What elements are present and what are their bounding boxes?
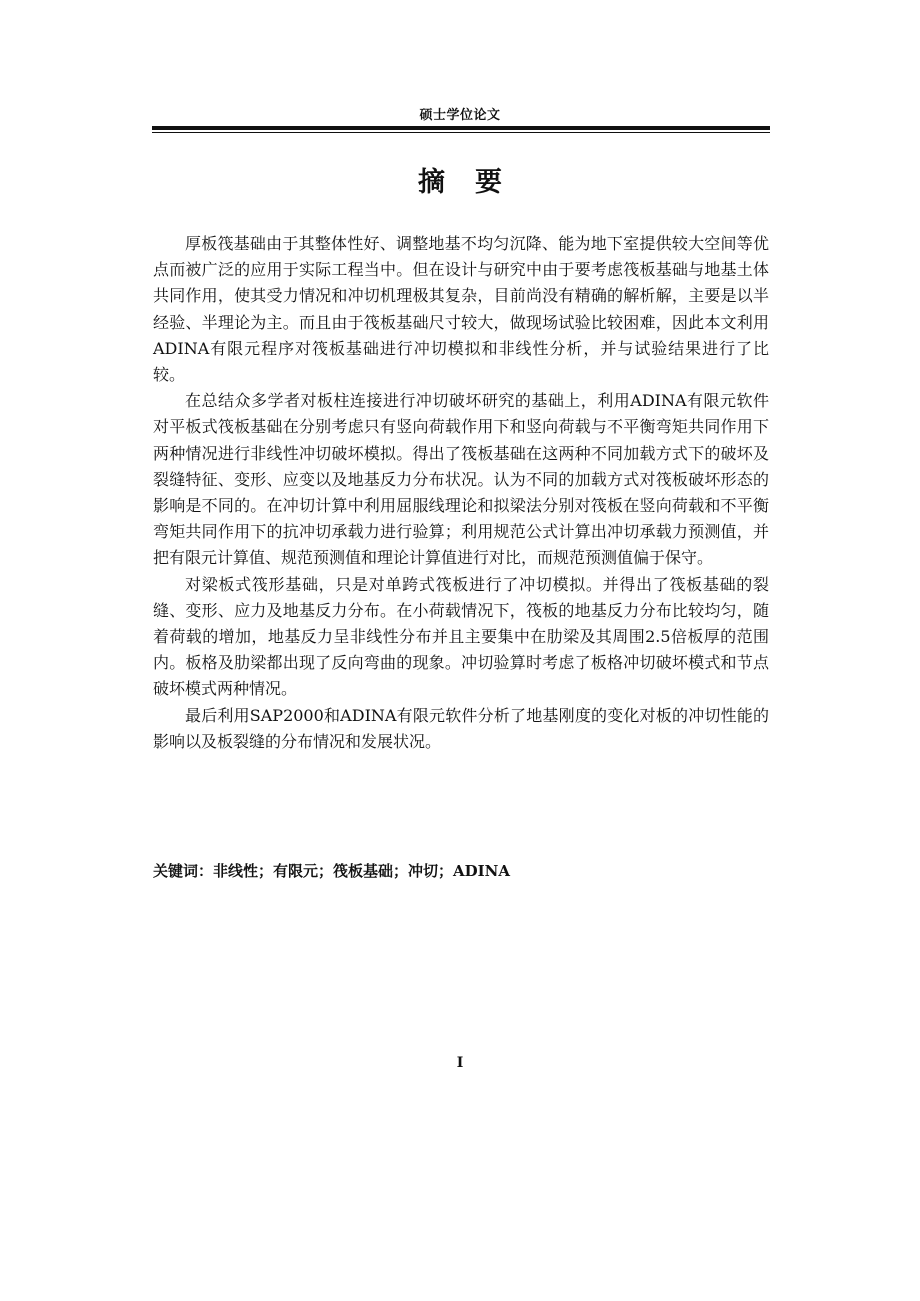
- abstract-paragraph: 对梁板式筏形基础，只是对单跨式筏板进行了冲切模拟。并得出了筏板基础的裂缝、变形、应力及地基反力分布。在小荷载情况下，筏板的地基反力分布比较均匀，随着荷载的增加，地基反力呈非线性分布并且主要集中在肋梁及其周围2.5倍板厚的范围内。板格及肋梁都出现了反向弯曲的现象。冲切验算时考虑了板格冲切破坏模式和节点破坏模式两种情况。: [153, 574, 769, 699]
- abstract-paragraph: 在总结众多学者对板柱连接进行冲切破坏研究的基础上，利用ADINA有限元软件对平板式筏板基础在分别考虑只有竖向荷载作用下和竖向荷载与不平衡弯矩共同作用下两种情况进行非线性冲切破坏模拟。得出了筏板基础在这两种不同加载方式下的破坏及裂缝特征、变形、应变以及地基反力分布状况。认为不同的加载方式对筏板破坏形态的影响是不同的。在冲切计算中利用屈服线理论和拟梁法分别对筏板在竖向荷载和不平衡弯矩共同作用下的抗冲切承载力进行验算；利用规范公式计算出冲切承载力预测值，并把有限元计算值、规范预测值和理论计算值进行对比，而规范预测值偏于保守。: [153, 391, 769, 568]
- abstract-paragraph: 厚板筏基础由于其整体性好、调整地基不均匀沉降、能为地下室提供较大空间等优点而被广泛的应用于实际工程当中。但在设计与研究中由于要考虑筏板基础与地基土体共同作用，使其受力情况和冲切机理极其复杂，目前尚没有精确的解析解，主要是以半经验、半理论为主。而且由于筏板基础尺寸较大，做现场试验比较困难，因此本文利用ADINA有限元程序对筏板基础进行冲切模拟和非线性分析，并与试验结果进行了比较。: [153, 234, 769, 385]
- abstract-body: [153, 231, 769, 755]
- running-header: 硕士学位论文: [419, 108, 501, 123]
- page-title: 摘要: [418, 167, 532, 198]
- page-number: I: [456, 1055, 464, 1071]
- abstract-paragraph: 最后利用SAP2000和ADINA有限元软件分析了地基刚度的变化对板的冲切性能的影响以及板裂缝的分布情况和发展状况。: [153, 705, 769, 751]
- header-rule: [152, 126, 770, 130]
- keywords: 关键词：非线性；有限元；筏板基础；冲切；ADINA: [153, 862, 511, 880]
- header-rule-thin: [152, 132, 770, 133]
